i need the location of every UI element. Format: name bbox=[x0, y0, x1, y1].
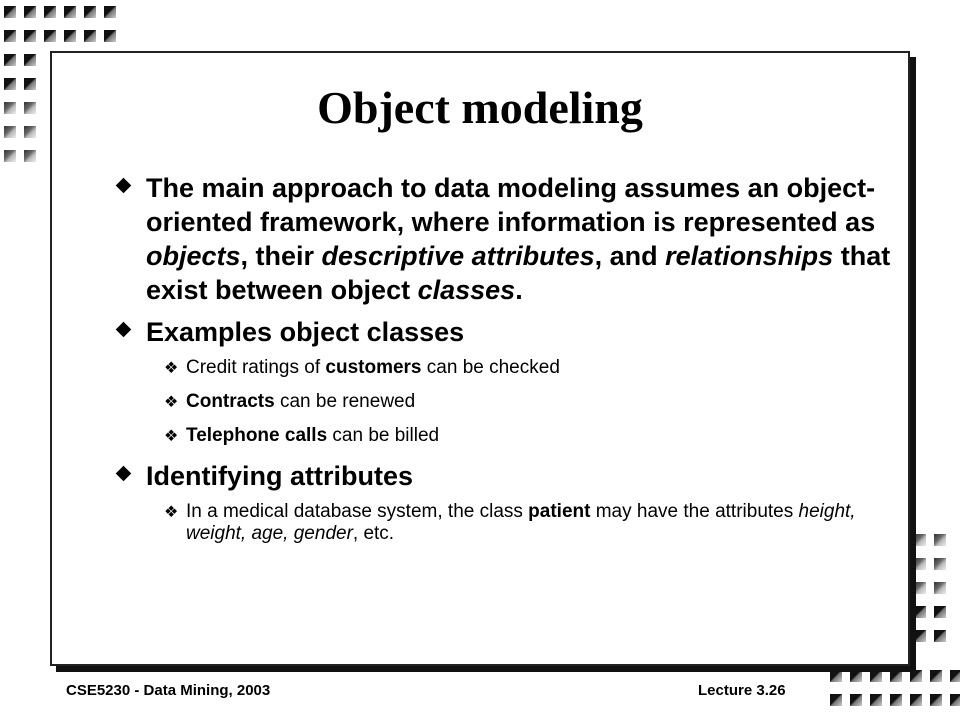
bold-term: Telephone calls bbox=[186, 425, 328, 446]
square-decoration-icon bbox=[64, 6, 76, 18]
square-decoration-icon bbox=[24, 78, 36, 90]
sub-bullet-text bbox=[186, 425, 896, 447]
square-decoration-icon bbox=[24, 102, 36, 114]
list-item bbox=[164, 501, 896, 545]
square-decoration-icon bbox=[64, 30, 76, 42]
text-run: can be renewed bbox=[274, 391, 416, 412]
square-decoration-icon bbox=[890, 694, 902, 706]
square-decoration-icon bbox=[934, 558, 946, 570]
italic-term: height, weight, age, gender bbox=[186, 501, 856, 544]
square-decoration-icon bbox=[950, 694, 960, 706]
square-decoration-icon bbox=[4, 102, 16, 114]
square-decoration-icon bbox=[44, 30, 56, 42]
square-decoration-icon bbox=[850, 694, 862, 706]
bullet-examples bbox=[116, 315, 896, 349]
text-run: In a medical database system, the class bbox=[186, 501, 529, 522]
italic-term: relationships bbox=[665, 241, 834, 271]
bullet-text bbox=[146, 171, 896, 307]
square-decoration-icon bbox=[910, 694, 922, 706]
decorative-squares-left bbox=[4, 54, 44, 174]
sub-bullet-text bbox=[186, 501, 896, 545]
bullet-identifying-attributes bbox=[116, 459, 896, 493]
italic-term: descriptive attributes bbox=[321, 241, 595, 271]
text-run: Credit ratings of bbox=[186, 357, 326, 378]
text-run: may have the attributes bbox=[590, 501, 799, 522]
square-decoration-icon bbox=[24, 126, 36, 138]
text-run: , and bbox=[594, 241, 666, 271]
slide-title: Object modeling bbox=[317, 82, 643, 133]
square-decoration-icon bbox=[4, 30, 16, 42]
decorative-squares-right bbox=[914, 534, 954, 654]
square-decoration-icon bbox=[24, 150, 36, 162]
bullet-text: Identifying attributes bbox=[146, 461, 414, 491]
italic-term: classes bbox=[417, 275, 516, 305]
list-item bbox=[164, 425, 896, 447]
square-decoration-icon bbox=[4, 6, 16, 18]
square-decoration-icon bbox=[934, 630, 946, 642]
diamond-bullet-icon bbox=[116, 466, 132, 482]
square-decoration-icon bbox=[4, 78, 16, 90]
list-item bbox=[164, 391, 896, 413]
square-decoration-icon bbox=[934, 534, 946, 546]
slide-content bbox=[116, 171, 896, 557]
bullet-object-approach bbox=[116, 171, 896, 307]
attributes-sublist bbox=[164, 501, 896, 545]
text-run: , their bbox=[240, 241, 322, 271]
footer-lecture-number: Lecture 3.26 bbox=[698, 682, 786, 699]
square-decoration-icon bbox=[934, 582, 946, 594]
bullet-text: Examples object classes bbox=[146, 317, 465, 347]
square-decoration-icon bbox=[930, 670, 942, 682]
text-run: . bbox=[515, 275, 523, 305]
footer-course: CSE5230 - Data Mining, 2003 bbox=[66, 682, 271, 699]
bold-term: Contracts bbox=[186, 391, 275, 412]
diamond-bullet-icon bbox=[116, 322, 132, 338]
four-diamond-bullet-icon: ❖ bbox=[164, 360, 179, 377]
sub-bullet-text bbox=[186, 357, 896, 379]
square-decoration-icon bbox=[4, 54, 16, 66]
four-diamond-bullet-icon: ❖ bbox=[164, 394, 179, 411]
square-decoration-icon bbox=[950, 670, 960, 682]
bold-term: customers bbox=[325, 357, 422, 378]
square-decoration-icon bbox=[24, 54, 36, 66]
text-run: The main approach to data modeling assumes an object-oriented framework, where information is represented as bbox=[146, 173, 876, 237]
square-decoration-icon bbox=[934, 606, 946, 618]
four-diamond-bullet-icon: ❖ bbox=[164, 428, 179, 445]
square-decoration-icon bbox=[830, 694, 842, 706]
square-decoration-icon bbox=[4, 150, 16, 162]
text-run: can be billed bbox=[327, 425, 440, 446]
square-decoration-icon bbox=[84, 30, 96, 42]
square-decoration-icon bbox=[4, 126, 16, 138]
text-run: can be checked bbox=[421, 357, 560, 378]
decorative-squares-top bbox=[4, 6, 124, 54]
square-decoration-icon bbox=[870, 694, 882, 706]
square-decoration-icon bbox=[24, 6, 36, 18]
decorative-squares-bottom bbox=[830, 670, 960, 718]
bold-term: patient bbox=[528, 501, 591, 522]
sub-bullet-text bbox=[186, 391, 896, 413]
italic-term: objects bbox=[146, 241, 241, 271]
text-run: that exist between object bbox=[146, 241, 891, 305]
square-decoration-icon bbox=[84, 6, 96, 18]
four-diamond-bullet-icon: ❖ bbox=[164, 504, 179, 521]
list-item bbox=[164, 357, 896, 379]
square-decoration-icon bbox=[104, 6, 116, 18]
square-decoration-icon bbox=[930, 694, 942, 706]
examples-sublist bbox=[164, 357, 896, 447]
square-decoration-icon bbox=[24, 30, 36, 42]
text-run: , etc. bbox=[352, 523, 395, 544]
diamond-bullet-icon bbox=[116, 178, 132, 194]
square-decoration-icon bbox=[44, 6, 56, 18]
slide-panel bbox=[50, 51, 910, 666]
square-decoration-icon bbox=[104, 30, 116, 42]
